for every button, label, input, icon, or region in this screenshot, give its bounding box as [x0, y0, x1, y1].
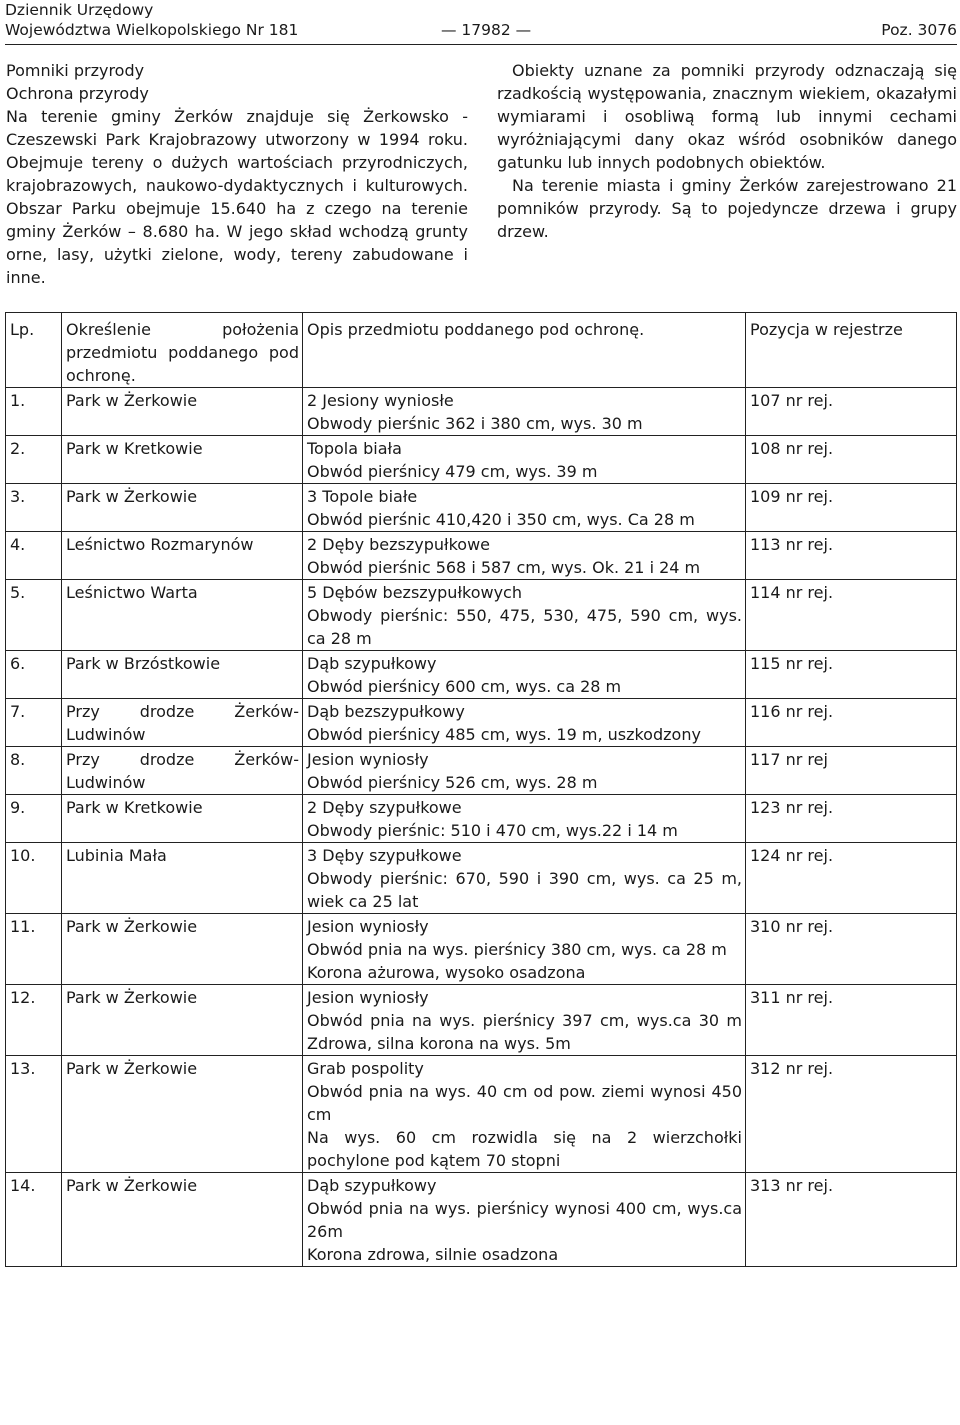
left-column	[6, 59, 468, 289]
row-registry: 109 nr rej.	[746, 484, 957, 532]
row-location: Park w Brzóstkowie	[66, 654, 221, 673]
row-description	[303, 843, 746, 914]
table-row	[6, 795, 957, 843]
row-description	[303, 747, 746, 795]
row-location: Przy drodze Żerków-Ludwinów	[66, 702, 299, 744]
row-registry: 117 nr rej	[746, 747, 957, 795]
row-number: 12.	[6, 985, 62, 1056]
row-description	[303, 484, 746, 532]
definition-paragraph: Obiekty uznane za pomniki przyrody odznaczają się rzadkością występowania, znacznym wiekiem, okazałymi wymiarami i osobliwą formą lub innymi cechami wyróżniającymi dany okaz wśród osobników danego gatunku lub innych podobnych obiektów.	[497, 61, 957, 172]
park-paragraph: Na terenie gminy Żerków znajduje się Żerkowsko - Czeszewski Park Krajobrazowy utworzony w 1994 roku. Obejmuje tereny o dużych wartościach przyrodniczych, krajobrazowych, naukowo-dydaktycznych i kulturowych. Obszar Parku obejmuje 15.640 ha z czego na terenie gminy Żerków – 8.680 ha. W jego skład wchodzą grunty orne, lasy, użytki zielone, wody, tereny zabudowane i inne.	[6, 107, 468, 287]
row-location: Park w Żerkowie	[66, 988, 198, 1007]
page-header	[5, 0, 957, 45]
description-line: 2 Dęby bezszypułkowe	[307, 535, 490, 554]
row-location-cell	[62, 843, 303, 914]
description-line: Grab pospolity	[307, 1059, 424, 1078]
row-description	[303, 1173, 746, 1267]
row-registry: 116 nr rej.	[746, 699, 957, 747]
description-line: Dąb szypułkowy	[307, 1176, 437, 1195]
row-registry: 115 nr rej.	[746, 651, 957, 699]
page-number: — 17982 —	[441, 21, 532, 39]
description-line: Jesion wyniosły	[307, 917, 429, 936]
description-line: Obwód pierśnicy 479 cm, wys. 39 m	[307, 462, 598, 481]
row-number: 8.	[6, 747, 62, 795]
row-registry: 313 nr rej.	[746, 1173, 957, 1267]
row-registry: 123 nr rej.	[746, 795, 957, 843]
header-registry: Pozycja w rejestrze	[746, 313, 957, 388]
description-line: 5 Dębów bezszypułkowych	[307, 583, 522, 602]
row-location-cell	[62, 580, 303, 651]
description-line: Obwód pierśnic 568 i 587 cm, wys. Ok. 21 i 24 m	[307, 558, 701, 577]
description-line: Korona ażurowa, wysoko osadzona	[307, 963, 586, 982]
row-description	[303, 388, 746, 436]
row-number: 14.	[6, 1173, 62, 1267]
row-number: 1.	[6, 388, 62, 436]
row-location-cell	[62, 484, 303, 532]
journal-title: Dziennik Urzędowy	[5, 1, 154, 19]
row-description	[303, 699, 746, 747]
description-line: Jesion wyniosły	[307, 988, 429, 1007]
table-row	[6, 651, 957, 699]
description-line: Obwód pierśnicy 526 cm, wys. 28 m	[307, 773, 598, 792]
description-line: Obwód pnia na wys. pierśnicy wynosi 400 cm, wys.ca 26m	[307, 1199, 742, 1241]
monuments-table	[5, 312, 957, 1267]
row-location-cell	[62, 651, 303, 699]
description-line: Obwód pnia na wys. pierśnicy 397 cm, wys.ca 30 m Zdrowa, silna korona na wys. 5m	[307, 1011, 742, 1053]
position-number: Poz. 3076	[881, 21, 957, 39]
row-location-cell	[62, 1173, 303, 1267]
table-row	[6, 1173, 957, 1267]
row-location: Park w Kretkowie	[66, 439, 203, 458]
description-line: 3 Topole białe	[307, 487, 418, 506]
description-line: Obwód pierśnic 410,420 i 350 cm, wys. Ca 28 m	[307, 510, 695, 529]
table-row	[6, 436, 957, 484]
row-description	[303, 795, 746, 843]
row-location: Leśnictwo Warta	[66, 583, 198, 602]
row-location-cell	[62, 914, 303, 985]
row-description	[303, 532, 746, 580]
row-number: 7.	[6, 699, 62, 747]
table-row	[6, 1056, 957, 1173]
description-line: Dąb szypułkowy	[307, 654, 437, 673]
row-location-cell	[62, 985, 303, 1056]
description-line: Obwód pierśnicy 600 cm, wys. ca 28 m	[307, 677, 622, 696]
row-number: 13.	[6, 1056, 62, 1173]
description-line: 2 Jesiony wyniosłe	[307, 391, 454, 410]
description-line: Topola biała	[307, 439, 402, 458]
row-location: Park w Żerkowie	[66, 487, 198, 506]
header-description: Opis przedmiotu poddanego pod ochronę.	[303, 313, 746, 388]
row-location-cell	[62, 795, 303, 843]
row-registry: 108 nr rej.	[746, 436, 957, 484]
row-registry: 310 nr rej.	[746, 914, 957, 985]
row-location: Lubinia Mała	[66, 846, 167, 865]
row-number: 4.	[6, 532, 62, 580]
description-line: 3 Dęby szypułkowe	[307, 846, 462, 865]
table-row	[6, 914, 957, 985]
count-paragraph: Na terenie miasta i gminy Żerków zarejestrowano 21 pomników przyrody. Są to pojedyncze drzewa i grupy drzew.	[497, 176, 957, 241]
table-row	[6, 532, 957, 580]
row-location-cell	[62, 388, 303, 436]
description-line: Jesion wyniosły	[307, 750, 429, 769]
row-location: Park w Żerkowie	[66, 1176, 198, 1195]
description-line: Obwód pnia na wys. 40 cm od pow. ziemi wynosi 450 cm	[307, 1082, 742, 1124]
table-header-row	[6, 313, 957, 388]
row-number: 6.	[6, 651, 62, 699]
row-registry: 107 nr rej.	[746, 388, 957, 436]
row-registry: 113 nr rej.	[746, 532, 957, 580]
table-row	[6, 747, 957, 795]
description-line: Obwody pierśnic: 510 i 470 cm, wys.22 i 14 m	[307, 821, 678, 840]
row-description	[303, 914, 746, 985]
row-registry: 312 nr rej.	[746, 1056, 957, 1173]
row-registry: 124 nr rej.	[746, 843, 957, 914]
table-body	[6, 388, 957, 1267]
table-row	[6, 484, 957, 532]
table-row	[6, 580, 957, 651]
row-location: Park w Żerkowie	[66, 391, 198, 410]
row-location: Park w Żerkowie	[66, 917, 198, 936]
row-number: 9.	[6, 795, 62, 843]
description-line: 2 Dęby szypułkowe	[307, 798, 462, 817]
row-location: Park w Kretkowie	[66, 798, 203, 817]
row-number: 5.	[6, 580, 62, 651]
row-description	[303, 651, 746, 699]
description-line: Na wys. 60 cm rozwidla się na 2 wierzchołki pochylone pod kątem 70 stopni	[307, 1128, 742, 1170]
row-description	[303, 580, 746, 651]
description-line: Korona zdrowa, silnie osadzona	[307, 1245, 559, 1264]
table-row	[6, 985, 957, 1056]
description-line: Obwód pnia na wys. pierśnicy 380 cm, wys. ca 28 m	[307, 940, 727, 959]
row-number: 10.	[6, 843, 62, 914]
journal-issue: Województwa Wielkopolskiego Nr 181	[5, 21, 299, 39]
row-location: Przy drodze Żerków-Ludwinów	[66, 750, 299, 792]
row-location-cell	[62, 436, 303, 484]
table-row	[6, 843, 957, 914]
header-lp: Lp.	[6, 313, 62, 388]
header-location: Określenie położenia przedmiotu poddanego pod ochronę.	[62, 313, 303, 388]
row-description	[303, 985, 746, 1056]
row-description	[303, 436, 746, 484]
description-line: Obwody pierśnic 362 i 380 cm, wys. 30 m	[307, 414, 643, 433]
right-column	[497, 59, 957, 243]
subsection-title: Ochrona przyrody	[6, 84, 149, 103]
row-location-cell	[62, 747, 303, 795]
table-row	[6, 388, 957, 436]
description-line: Obwody pierśnic: 550, 475, 530, 475, 590 cm, wys. ca 28 m	[307, 606, 742, 648]
row-number: 3.	[6, 484, 62, 532]
row-location-cell	[62, 699, 303, 747]
row-location-cell	[62, 1056, 303, 1173]
description-line: Obwód pierśnicy 485 cm, wys. 19 m, uszkodzony	[307, 725, 701, 744]
table-row	[6, 699, 957, 747]
description-line: Obwody pierśnic: 670, 590 i 390 cm, wys. ca 25 m, wiek ca 25 lat	[307, 869, 742, 911]
row-location: Park w Żerkowie	[66, 1059, 198, 1078]
row-registry: 114 nr rej.	[746, 580, 957, 651]
row-location-cell	[62, 532, 303, 580]
row-description	[303, 1056, 746, 1173]
row-registry: 311 nr rej.	[746, 985, 957, 1056]
row-number: 2.	[6, 436, 62, 484]
row-location: Leśnictwo Rozmarynów	[66, 535, 254, 554]
description-line: Dąb bezszypułkowy	[307, 702, 465, 721]
row-number: 11.	[6, 914, 62, 985]
section-title: Pomniki przyrody	[6, 61, 145, 80]
